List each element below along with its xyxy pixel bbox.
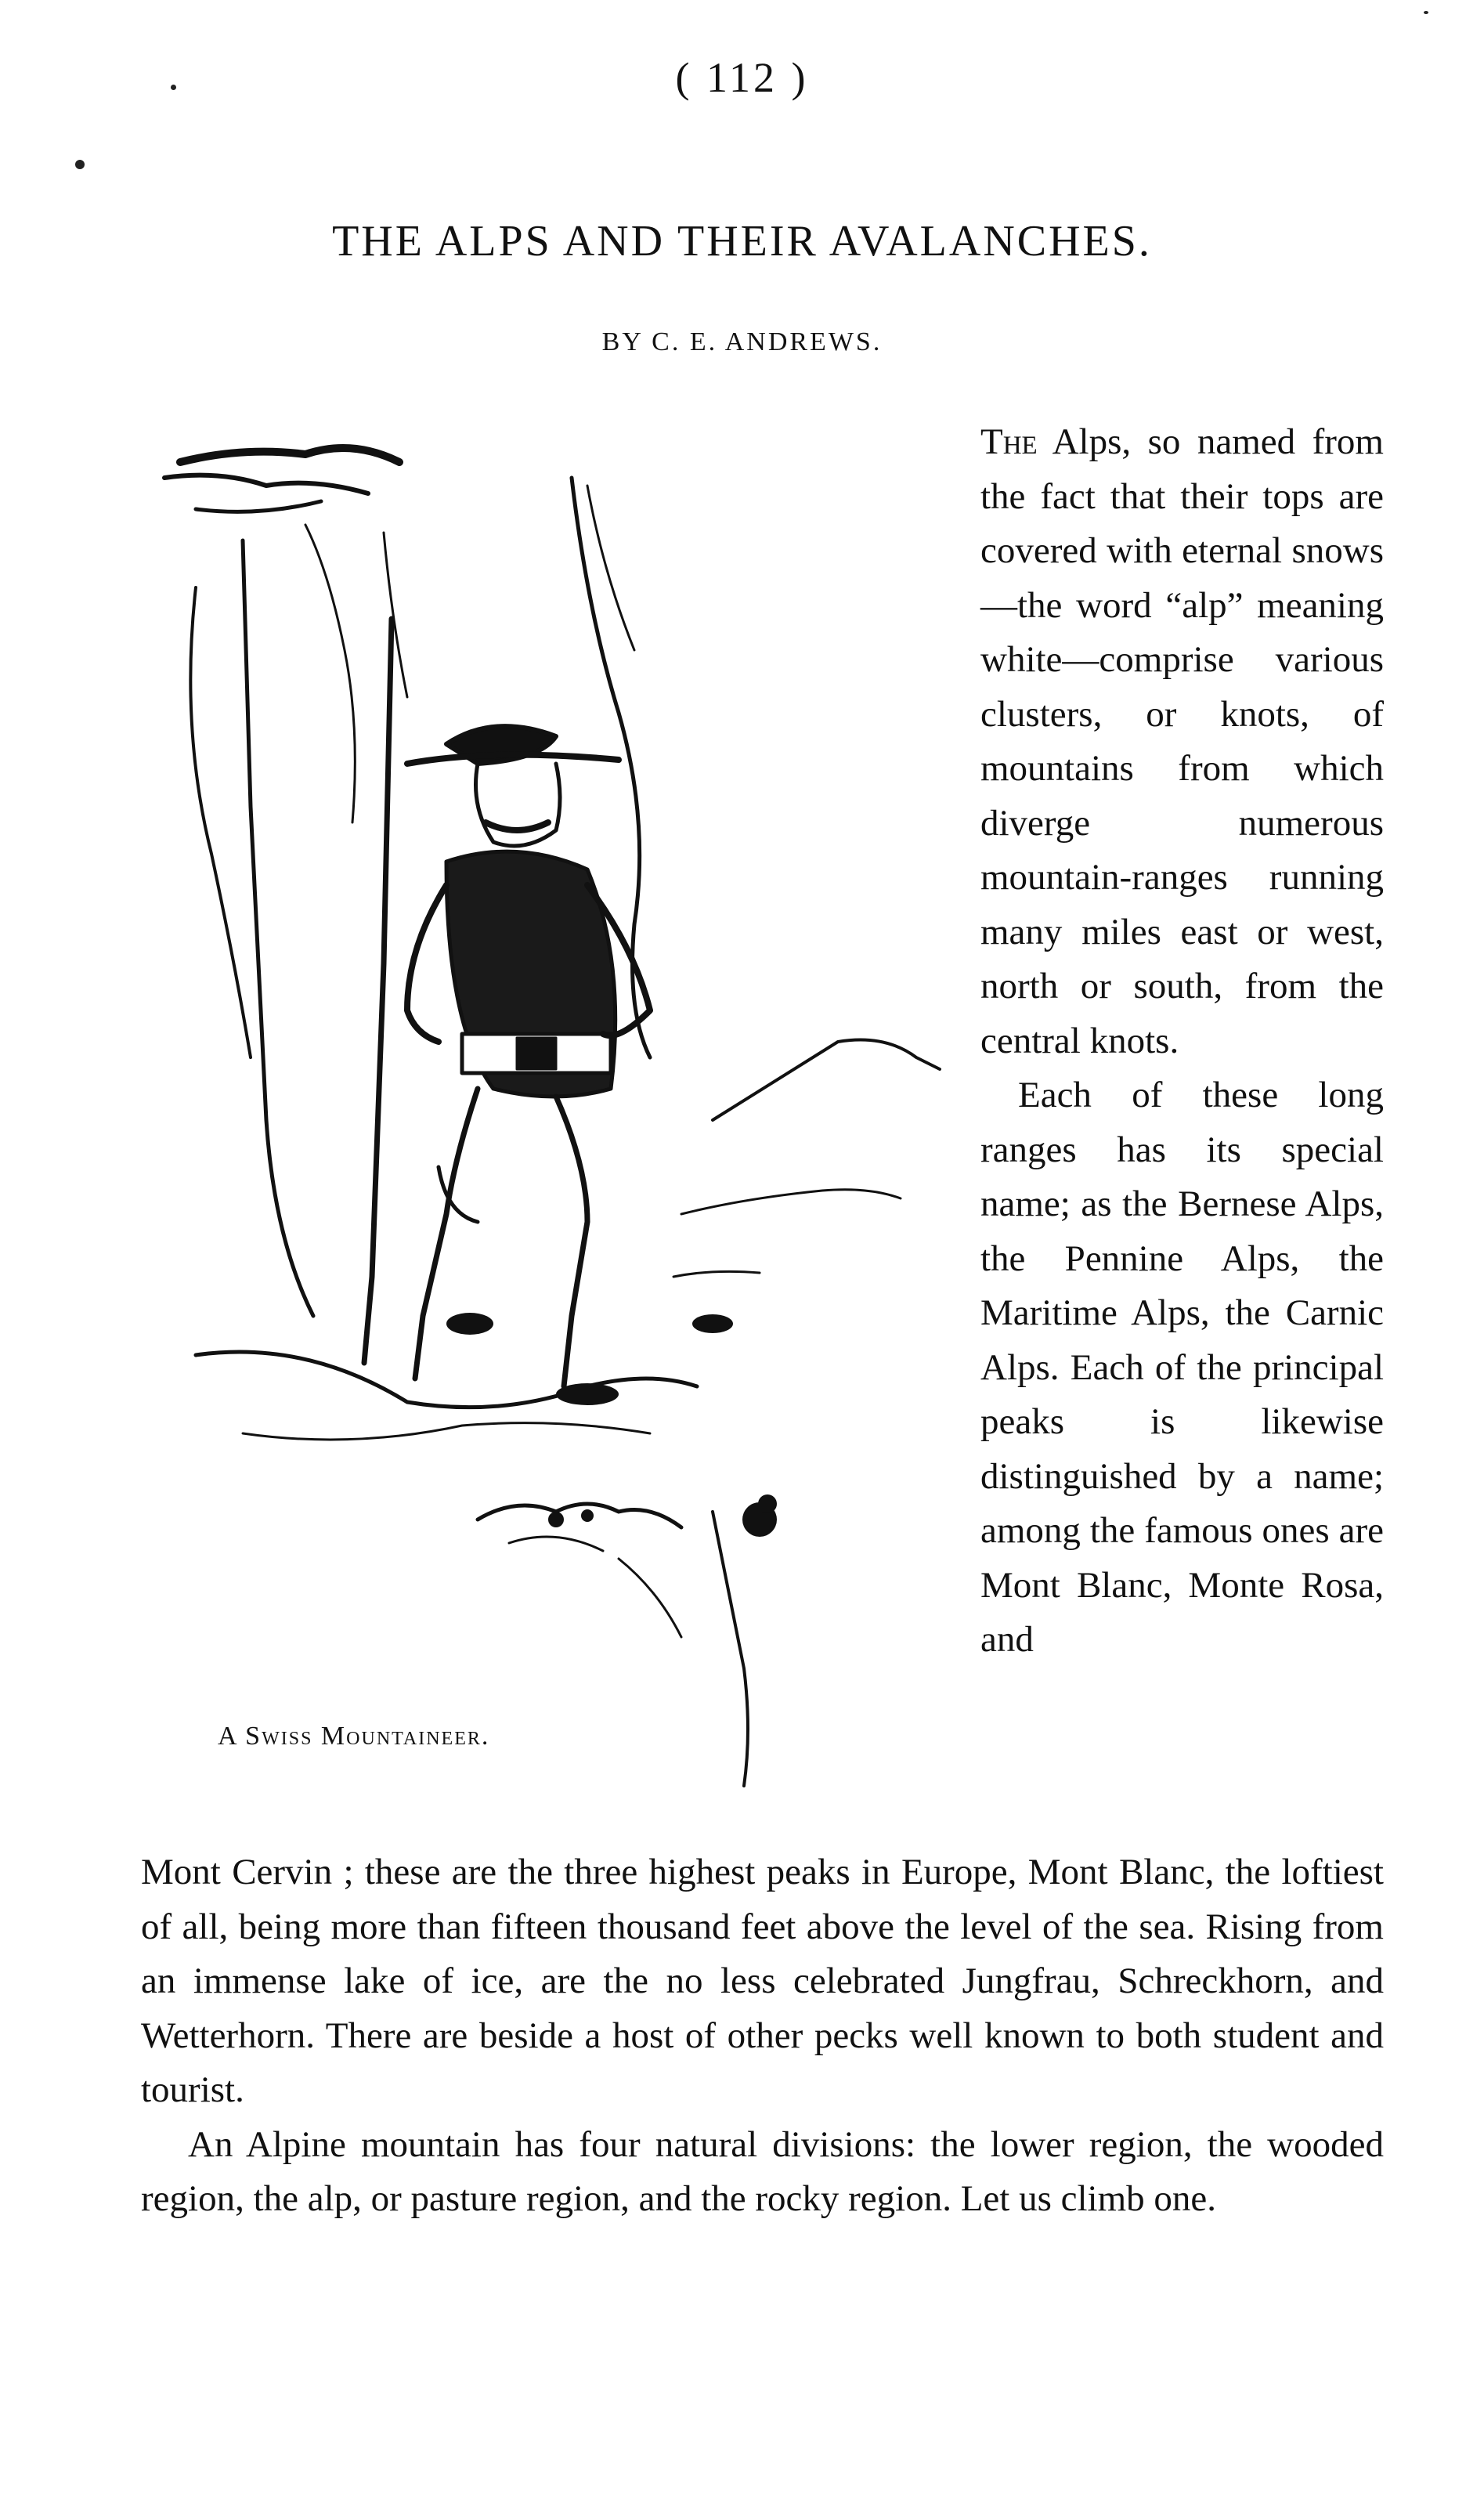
ink-speck xyxy=(75,160,85,169)
full-width-text xyxy=(141,1845,1384,2227)
paragraph-1-text: Alps, so named from the fact that their tops are covered with eternal snows—the word “alp” meaning white—comprise various clusters, or knots, of mountains from which diverge numerous mountain-ranges running many miles east or west, north or south, from the central knots. xyxy=(980,421,1384,1061)
lead-word: The xyxy=(980,421,1038,462)
paragraph-2-start: Each of these long ranges has its special name; as the Bernese Alps, the Pennine Alps, the Maritime Alps, the Carnic Alps. Each of the principal peaks is likewise distinguished by a name; among the famous ones are Mont Blanc, Monte Rosa, and xyxy=(980,1075,1384,1660)
ink-speck xyxy=(171,85,176,90)
paragraph-2-continued: Mont Cervin ; these are the three highest peaks in Europe, Mont Blanc, the loftiest of all, being more than fifteen thousand feet above the level of the sea. Rising from an immense lake of ice, are the no less celebrated Jungfrau, Schreckhorn, and Wetterhorn. There are beside a host of other pecks well known to both student and tourist. xyxy=(141,1852,1384,2110)
swiss-mountaineer-illustration xyxy=(149,415,971,1809)
figure-caption xyxy=(218,1722,489,1751)
ink-speck xyxy=(1424,11,1428,14)
page-number: ( 112 ) xyxy=(675,54,809,101)
paragraph-3: An Alpine mountain has four natural divisions: the lower region, the wooded region, the alp, or pasture region, and the rocky region. Let us climb one. xyxy=(141,2123,1384,2219)
figure-caption-text: A Swiss Mountaineer. xyxy=(218,1722,490,1751)
paragraph-1 xyxy=(980,415,1384,1068)
article-title: THE ALPS AND THEIR AVALANCHES. xyxy=(332,217,1152,266)
article-byline: BY C. E. ANDREWS. xyxy=(601,327,883,356)
right-column-text xyxy=(980,415,1384,1668)
